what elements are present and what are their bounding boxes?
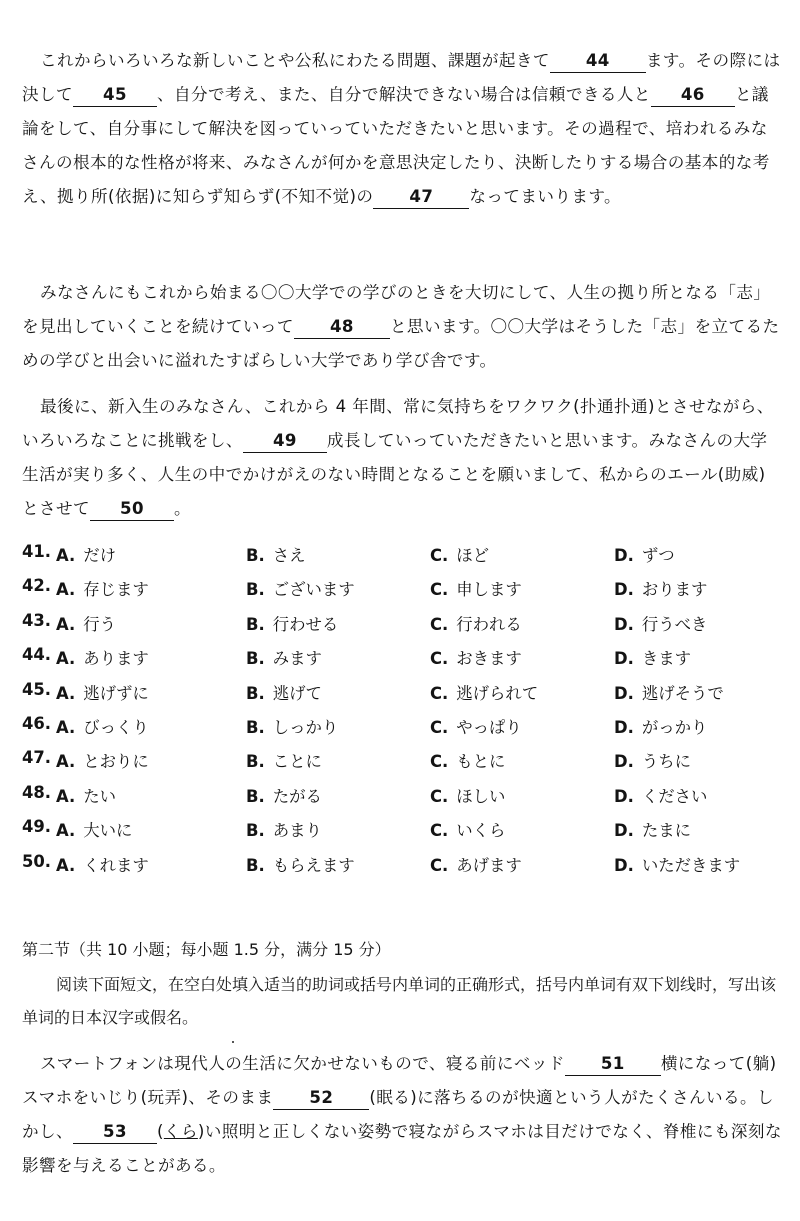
- option-d: D. おります: [614, 580, 708, 600]
- option-b: B. たがる: [246, 786, 322, 806]
- passage-text: と思います。〇〇大学はそうした「志」を立てるための学びと出会いに溢れたすばらしい大学であり学び舎です。: [22, 317, 780, 370]
- question-row: [22, 852, 782, 886]
- question-number: 43.: [22, 610, 52, 630]
- option-c: C. ほしい: [430, 786, 506, 806]
- passage-text: と議論をして、自分事にして解決を図っていっていただきたいと思います。その過程で、培われるみなさんの根本的な性格が将来、みなさんが何かを意思決定したり、決断したりする場合の基本的な考え、拠り所(依据)に知らず知らず(不知不觉)の: [22, 85, 770, 206]
- blank-44: 44: [550, 50, 646, 73]
- blank-53: 53: [73, 1121, 157, 1144]
- scan-speck: [232, 1041, 234, 1043]
- question-row: [22, 817, 782, 851]
- passage-text: なってまいります。: [469, 187, 621, 206]
- passage-text: 成長していっていただきたいと思います。みなさんの大学生活が実り多く、人生の中でかけがえのない時間となることを願いまして、私からのエール(助威)とさせて: [22, 431, 768, 518]
- blank-48: 48: [294, 316, 390, 339]
- question-row: [22, 611, 782, 645]
- option-d: D. ずつ: [614, 546, 675, 565]
- question-row: [22, 542, 782, 576]
- option-c: C. 行われる: [430, 614, 522, 634]
- option-c: C. いくら: [430, 821, 506, 841]
- blank-47: 47: [373, 186, 469, 209]
- question-row: [22, 680, 782, 714]
- question-row: [22, 783, 782, 817]
- passage-text: 。: [173, 499, 191, 518]
- option-a: A. 存じます: [56, 580, 149, 600]
- option-c: C. やっぱり: [430, 717, 522, 737]
- question-number: 48.: [22, 782, 52, 802]
- option-b: B. ことに: [246, 752, 322, 772]
- option-b: B. さえ: [246, 546, 306, 565]
- option-d: D. うちに: [614, 752, 692, 772]
- option-b: B. 逃げて: [246, 683, 322, 703]
- question-number: 50.: [22, 851, 52, 871]
- blank-46: 46: [651, 84, 735, 107]
- section-2-instruction: 阅读下面短文，在空白处填入适当的助词或括号内单词的正确形式，括号内单词有双下划线时，写出该单词的日本汉字或假名。: [22, 975, 777, 1027]
- option-a: A. とおりに: [56, 752, 149, 772]
- option-c: C. 申します: [430, 580, 522, 600]
- option-a: A. あります: [56, 649, 149, 669]
- passage-text: (: [156, 1122, 164, 1141]
- section-2-title: 第二节（共 10 小题；每小题 1.5 分，满分 15 分）: [22, 940, 391, 959]
- option-d: D. 逃げそうで: [614, 683, 724, 703]
- option-a: A. 大いに: [56, 821, 133, 841]
- option-d: D. 行うべき: [614, 614, 708, 634]
- passage-text: 、自分で考え、また、自分で解決できない場合は信頼できる人と: [156, 85, 651, 104]
- option-d: D. きます: [614, 649, 692, 669]
- passage-text: みなさんにもこれから始まる〇〇大学での学びのときを大切にして、人生の拠り所となる「志」を見出していくことを続けていって: [22, 283, 771, 336]
- option-a: A. くれます: [56, 855, 149, 875]
- underlined-word: くら: [163, 1122, 198, 1141]
- passage-text: 横になって(躺)スマホをいじり(玩弄)、そのまま: [22, 1054, 777, 1107]
- section-2-passage: [22, 1047, 782, 1183]
- question-number: 47.: [22, 748, 52, 768]
- blank-51: 51: [565, 1053, 661, 1076]
- passage-paragraph-2: [22, 276, 782, 378]
- blank-49: 49: [243, 430, 327, 453]
- question-number: 41.: [22, 542, 52, 561]
- question-number: 45.: [22, 679, 52, 699]
- option-a: A. だけ: [56, 546, 116, 565]
- option-b: B. しっかり: [246, 717, 339, 737]
- passage-text: ます。その際には決して: [22, 51, 781, 104]
- question-number: 42.: [22, 576, 52, 596]
- passage-text: 最後に、新入生のみなさん、これから 4 年間、常に気持ちをワクワク(扑通扑通)とさせながら、いろいろなことに挑戦をし、: [22, 397, 774, 450]
- option-a: A. 行う: [56, 614, 116, 634]
- question-row: [22, 645, 782, 679]
- passage-text: これからいろいろな新しいことや公私にわたる問題、課題が起きて: [40, 51, 550, 70]
- option-b: B. あまり: [246, 821, 322, 841]
- question-number: 49.: [22, 817, 52, 837]
- question-row: [22, 576, 782, 610]
- option-a: A. たい: [56, 786, 116, 806]
- option-d: D. いただきます: [614, 855, 741, 875]
- option-d: D. ください: [614, 786, 708, 806]
- option-a: A. 逃げずに: [56, 683, 149, 703]
- question-row: [22, 714, 782, 748]
- option-a: A. びっくり: [56, 717, 149, 737]
- passage-text: )い照明と正しくない姿勢で寝ながらスマホは目だけでなく、脊椎にも深刻な影響を与えることがある。: [22, 1122, 782, 1175]
- question-options: [22, 542, 782, 886]
- blank-52: 52: [273, 1087, 369, 1110]
- passage-paragraph-1: [22, 44, 782, 214]
- passage-text: スマートフォンは現代人の生活に欠かせないもので、寝る前にベッド: [40, 1054, 565, 1073]
- option-c: C. もとに: [430, 752, 506, 772]
- option-b: B. ございます: [246, 580, 355, 600]
- question-number: 46.: [22, 713, 52, 733]
- option-d: D. がっかり: [614, 717, 708, 737]
- blank-50: 50: [90, 498, 174, 521]
- passage-paragraph-3: [22, 390, 782, 526]
- question-row: [22, 748, 782, 782]
- option-b: B. もらえます: [246, 855, 355, 875]
- passage-text: (眠る)に落ちるのが快適という人がたくさんいる。しかし、: [22, 1088, 774, 1141]
- option-d: D. たまに: [614, 821, 692, 841]
- blank-45: 45: [73, 84, 157, 107]
- option-c: C. ほど: [430, 546, 490, 565]
- option-c: C. あげます: [430, 855, 522, 875]
- option-c: C. 逃げられて: [430, 683, 539, 703]
- question-number: 44.: [22, 645, 52, 665]
- option-b: B. みます: [246, 649, 322, 669]
- option-b: B. 行わせる: [246, 614, 339, 634]
- option-c: C. おきます: [430, 649, 522, 669]
